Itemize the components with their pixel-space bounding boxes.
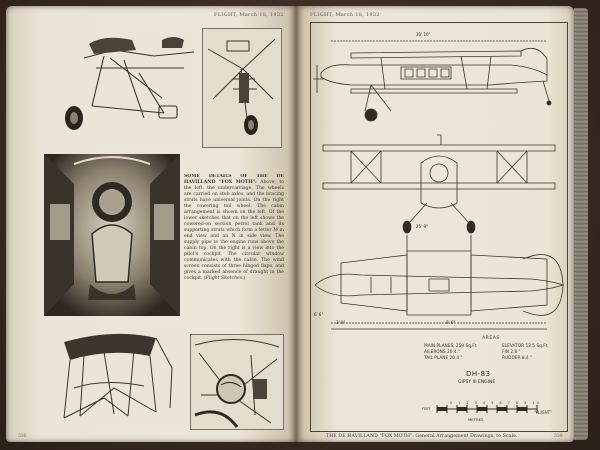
dimension-left-b: 3' 9" (336, 320, 346, 325)
areas-row-2-left: AILERONS 20.4 " (424, 350, 460, 355)
figure-petrol-tank (44, 328, 184, 428)
right-page-number: 339 (554, 434, 563, 439)
right-page-header: FLIGHT, March 18, 1932 (310, 12, 380, 18)
figure-caption (184, 174, 284, 314)
tail-wheel-sketch (203, 29, 281, 147)
figure-undercarriage (44, 28, 199, 146)
flight-mark: "FLIGHT" (534, 410, 552, 415)
areas-row-1-right: ELEVATOR 13.5 Sq.Ft (502, 344, 548, 349)
areas-table (424, 336, 564, 370)
right-page (296, 6, 574, 442)
areas-row-3-left: TAIL PLANE 20.4 " (424, 356, 463, 361)
book-gutter (288, 6, 304, 442)
scale-feet-label: FEET (422, 407, 431, 411)
caption-title: SOME DETAILS OF THE DE HAVILLAND "FOX MOTH": (184, 174, 284, 185)
dimension-left-a: 6' 6" (314, 312, 324, 317)
caption-body: Above, to the left, the undercarriage. The wheels are carried on stub axles, and the bracing struts have universal joints. On the right the cowering tail wheel. The cabin arrangement is shown on the left. Of the lower sketches that on the left shows the cowered-on section petrol tank and its supporting struts which form a letter M in end view and an N in side view. The supply pipe to the engine runs above the cabin top. On the right is a view into the pilot's cockpit. The circular window communicates with the cabin. The wind screen consists of three hinged flaps, and gives a marked absence of draught in the cockpit. (184, 180, 284, 281)
left-page-number: 338 (18, 434, 27, 439)
areas-row-3-right: RUDDER 8.4 " (502, 356, 532, 361)
caption-credit: (Flight Sketches.) (203, 276, 246, 281)
dimension-length: 25' 9" (416, 224, 428, 229)
left-page-header: FLIGHT, March 18, 1932 (214, 12, 284, 18)
figure-cabin-interior (44, 154, 180, 316)
cabin-interior-image (44, 154, 180, 316)
areas-row-1-left: MAIN PLANES, 259 Sq.Ft (424, 344, 477, 349)
areas-title: AREAS (482, 336, 500, 341)
scale-numbers: 0 1 2 3 4 5 6 7 8 9 10 (450, 401, 542, 405)
engine-label: GIPSY III ENGINE (458, 380, 496, 385)
cockpit-sketch (191, 335, 283, 429)
figure-pilot-cockpit (190, 334, 284, 430)
general-arrangement-drawing (310, 22, 568, 432)
scale-metres-label: METRES (468, 417, 484, 422)
left-page (6, 6, 296, 442)
dimension-mid: 8' 6" (446, 320, 456, 325)
petrol-tank-sketch (44, 328, 184, 428)
aircraft-designation: DH-83 (466, 370, 491, 378)
dimension-span: 30' 10" (416, 32, 431, 37)
figure-tail-wheel (202, 28, 282, 148)
areas-row-2-right: FIN 2.8 " (502, 350, 521, 355)
undercarriage-sketch (44, 28, 199, 146)
drawing-footer-caption: THE DE HAVILLAND "FOX MOTH": General Arrangement Drawings, to Scale. (326, 434, 518, 439)
page-stack-edge (574, 8, 588, 440)
